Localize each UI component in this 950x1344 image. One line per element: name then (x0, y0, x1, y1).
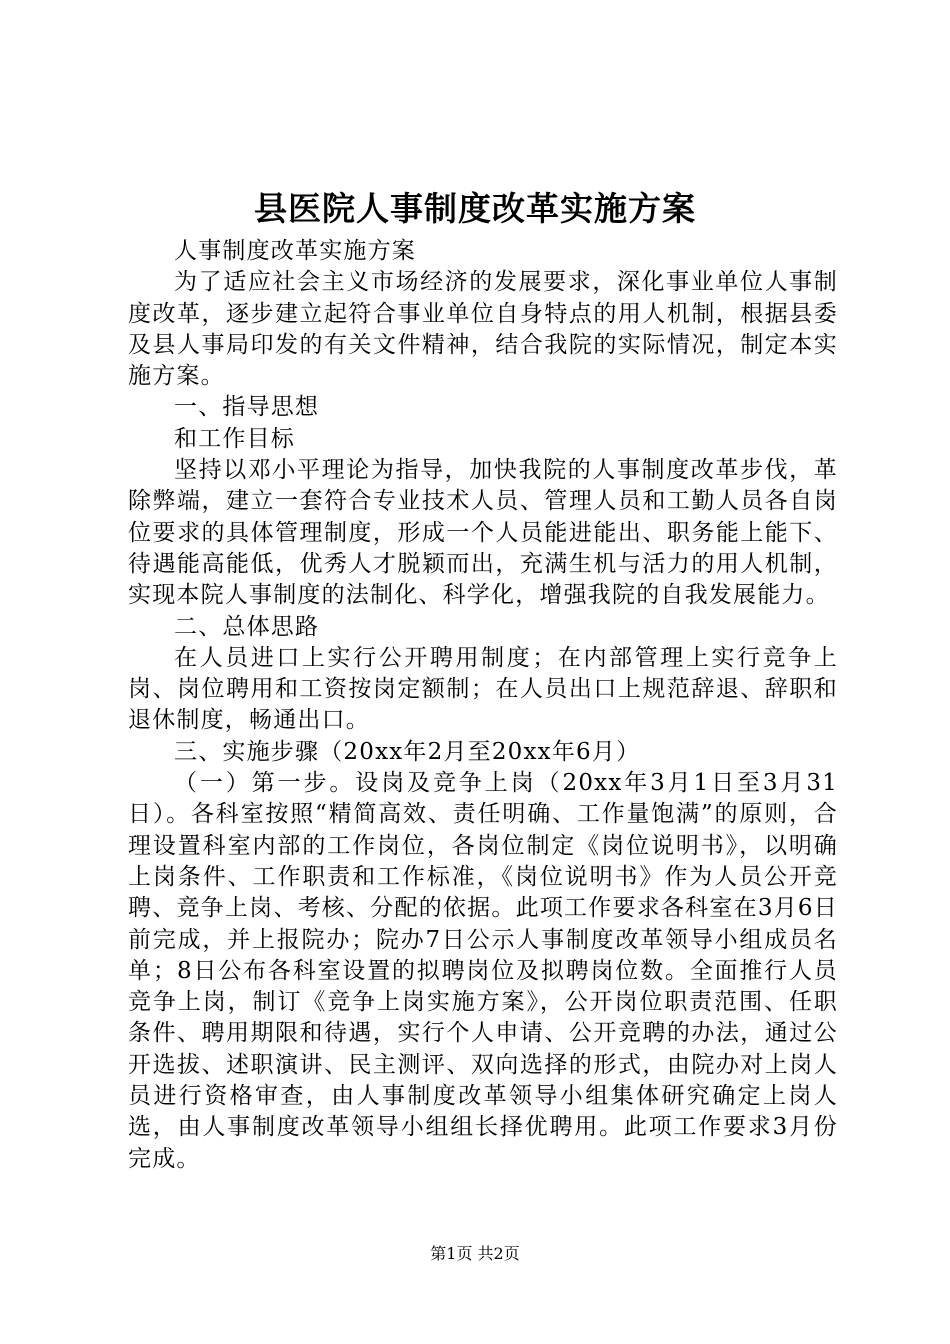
section-heading-guiding-ideology: 一、指导思想 (174, 394, 320, 421)
paragraph-overall-approach: 在人员进口上实行公开聘用制度；在内部管理上实行竞争上岗、岗位聘用和工资按岗定额制；在人员出口上规范辞退、辞职和退休制度，畅通出口。 (128, 644, 838, 734)
section-heading-implementation-steps: 三、实施步骤（20xx年2月至20xx年6月） (174, 738, 641, 765)
paragraph-step-one: （一）第一步。设岗及竞争上岗（20xx年3月1日至3月31日）。各科室按照“精简高效、责任明确、工作量饱满”的原则，合理设置科室内部的工作岗位，各岗位制定《岗位说明书》，以明确上岗条件、工作职责和工作标准，《岗位说明书》作为人员公开竞聘、竞争上岗、考核、分配的依据。此项工作要求各科室在3月6日前完成，并上报院办；院办7日公示人事制度改革领导小组成员名单；8日公布各科室设置的拟聘岗位及拟聘岗位数。全面推行人员竞争上岗，制订《竞争上岗实施方案》，公开岗位职责范围、任职条件、聘用期限和待遇，实行个人申请、公开竞聘的办法，通过公开选拔、述职演讲、民主测评、双向选择的形式，由院办对上岗人员进行资格审查，由人事制度改革领导小组集体研究确定上岗人选，由人事制度改革领导小组组长择优聘用。此项工作要求3月份完成。 (128, 770, 838, 1172)
document-title: 县医院人事制度改革实施方案 (254, 189, 696, 228)
section-heading-work-goals: 和工作目标 (174, 425, 295, 452)
page-number-footer: 第1页 共2页 (430, 1244, 520, 1263)
paragraph-guiding-ideology: 坚持以邓小平理论为指导，加快我院的人事制度改革步伐，革除弊端，建立一套符合专业技术人员、管理人员和工勤人员各自岗位要求的具体管理制度，形成一个人员能进能出、职务能上能下、待遇能高能低，优秀人才脱颖而出，充满生机与活力的用人机制，实现本院人事制度的法制化、科学化，增强我院的自我发展能力。 (128, 457, 838, 609)
section-heading-overall-approach: 二、总体思路 (174, 613, 320, 640)
document-body (128, 236, 838, 1175)
paragraph-subtitle: 人事制度改革实施方案 (174, 238, 416, 264)
paragraph-intro: 为了适应社会主义市场经济的发展要求，深化事业单位人事制度改革，逐步建立起符合事业单位自身特点的用人机制，根据县委及县人事局印发的有关文件精神，结合我院的实际情况，制定本实施方案。 (128, 269, 838, 390)
